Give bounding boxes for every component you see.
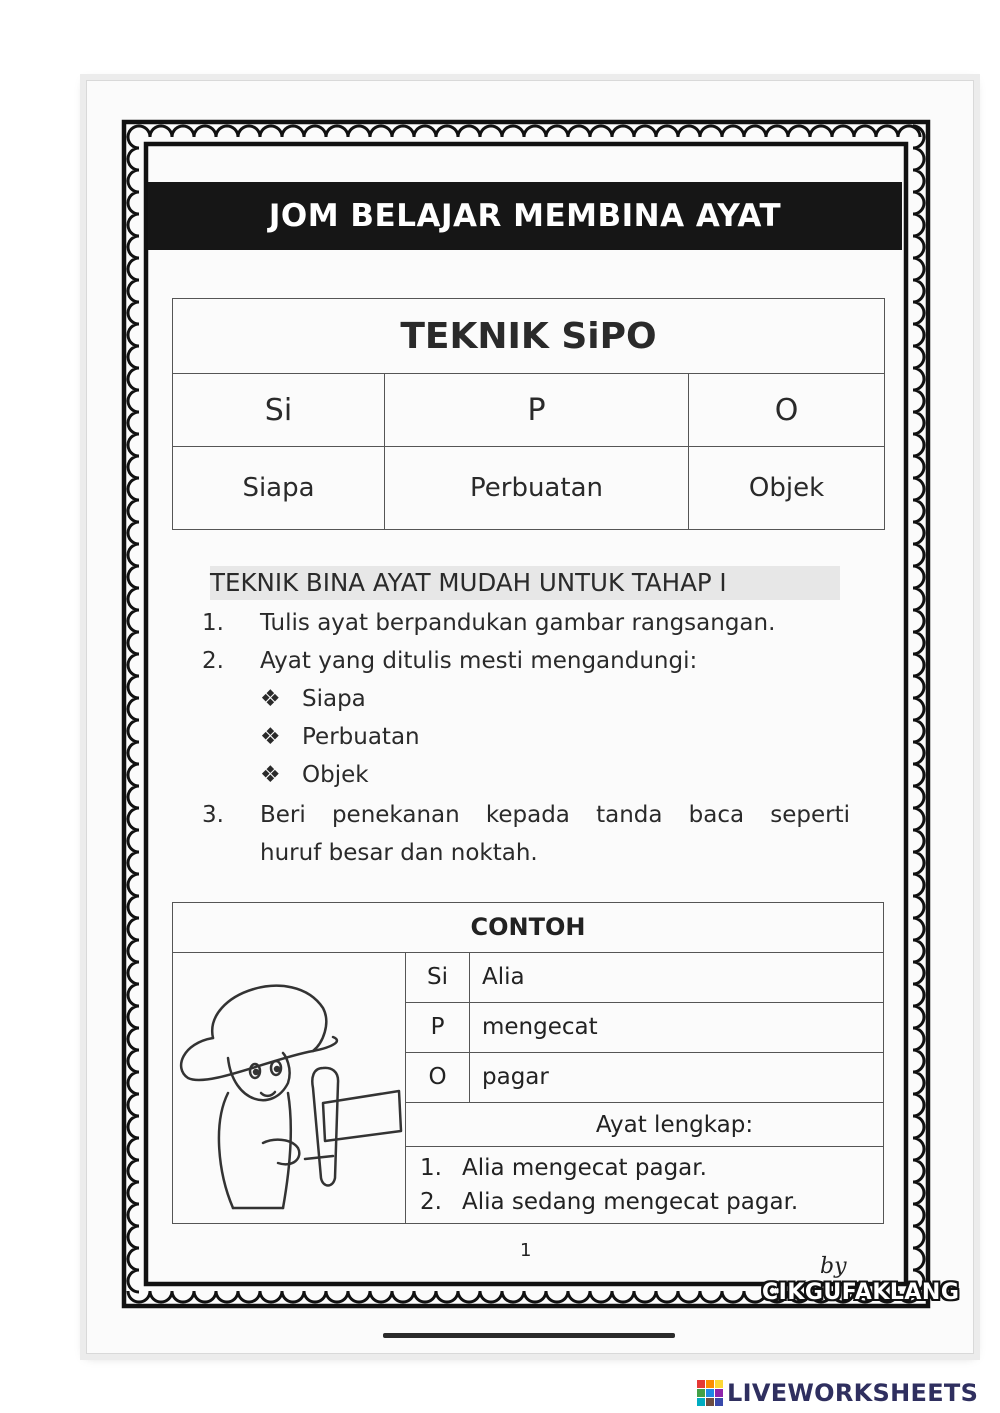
brand-name-text: CIKGUFAKLANG xyxy=(762,1280,960,1305)
sipo-table xyxy=(172,298,885,530)
example-row-value: pagar xyxy=(482,1064,549,1090)
diamond-bullet-icon: ❖ xyxy=(260,762,281,788)
bullet-text: Perbuatan xyxy=(302,724,420,750)
liveworksheets-logo[interactable] xyxy=(697,1378,978,1408)
page-scroll-indicator[interactable] xyxy=(383,1333,675,1338)
bullet-text: Objek xyxy=(302,762,369,788)
complete-sentence-label: Ayat lengkap: xyxy=(406,1103,883,1147)
example-grid xyxy=(405,953,883,1223)
worksheet-title: JOM BELAJAR MEMBINA AYAT xyxy=(148,182,902,250)
example-row-key: P xyxy=(406,1003,470,1052)
liveworksheets-logo-text: LIVEWORKSHEETS xyxy=(727,1379,979,1407)
diamond-bullet-icon: ❖ xyxy=(260,686,281,712)
sipo-header-p: P xyxy=(385,374,689,447)
rule-number: 3. xyxy=(202,802,224,828)
page-number: 1 xyxy=(520,1240,532,1261)
example-row-key: O xyxy=(406,1053,470,1102)
example-row-value: mengecat xyxy=(482,1014,598,1040)
sipo-desc-objek: Objek xyxy=(689,447,885,530)
sipo-header-si: Si xyxy=(173,374,385,447)
example-row-key: Si xyxy=(406,953,470,1002)
rule-text: Tulis ayat berpandukan gambar rangsangan. xyxy=(260,610,776,636)
liveworksheets-grid-icon xyxy=(697,1380,723,1406)
sipo-header-o: O xyxy=(689,374,885,447)
example-sentence-number: 1. xyxy=(420,1155,442,1181)
rule-number: 2. xyxy=(202,648,224,674)
rule-number: 1. xyxy=(202,610,224,636)
example-row xyxy=(406,1053,883,1103)
sipo-desc-perbuatan: Perbuatan xyxy=(385,447,689,530)
section-heading: TEKNIK BINA AYAT MUDAH UNTUK TAHAP I xyxy=(210,566,840,600)
rule-text-continued: huruf besar dan noktah. xyxy=(260,840,538,866)
diamond-bullet-icon: ❖ xyxy=(260,724,281,750)
rule-text: Ayat yang ditulis mesti mengandungi: xyxy=(260,648,698,674)
example-row xyxy=(406,1003,883,1053)
example-sentence-text: Alia sedang mengecat pagar. xyxy=(462,1189,799,1215)
sipo-table-title: TEKNIK SiPO xyxy=(173,299,885,374)
girl-painting-illustration xyxy=(173,963,405,1213)
example-sentence-number: 2. xyxy=(420,1189,442,1215)
author-brand-logo xyxy=(762,1254,960,1318)
example-title: CONTOH xyxy=(173,903,883,953)
bullet-text: Siapa xyxy=(302,686,366,712)
rule-text: Beri penekanan kepada tanda baca seperti xyxy=(260,802,850,828)
example-row xyxy=(406,953,883,1003)
brand-by-text: by xyxy=(820,1254,847,1279)
sipo-desc-siapa: Siapa xyxy=(173,447,385,530)
example-row-value: Alia xyxy=(482,964,525,990)
example-table xyxy=(172,902,884,1224)
example-sentence-text: Alia mengecat pagar. xyxy=(462,1155,707,1181)
